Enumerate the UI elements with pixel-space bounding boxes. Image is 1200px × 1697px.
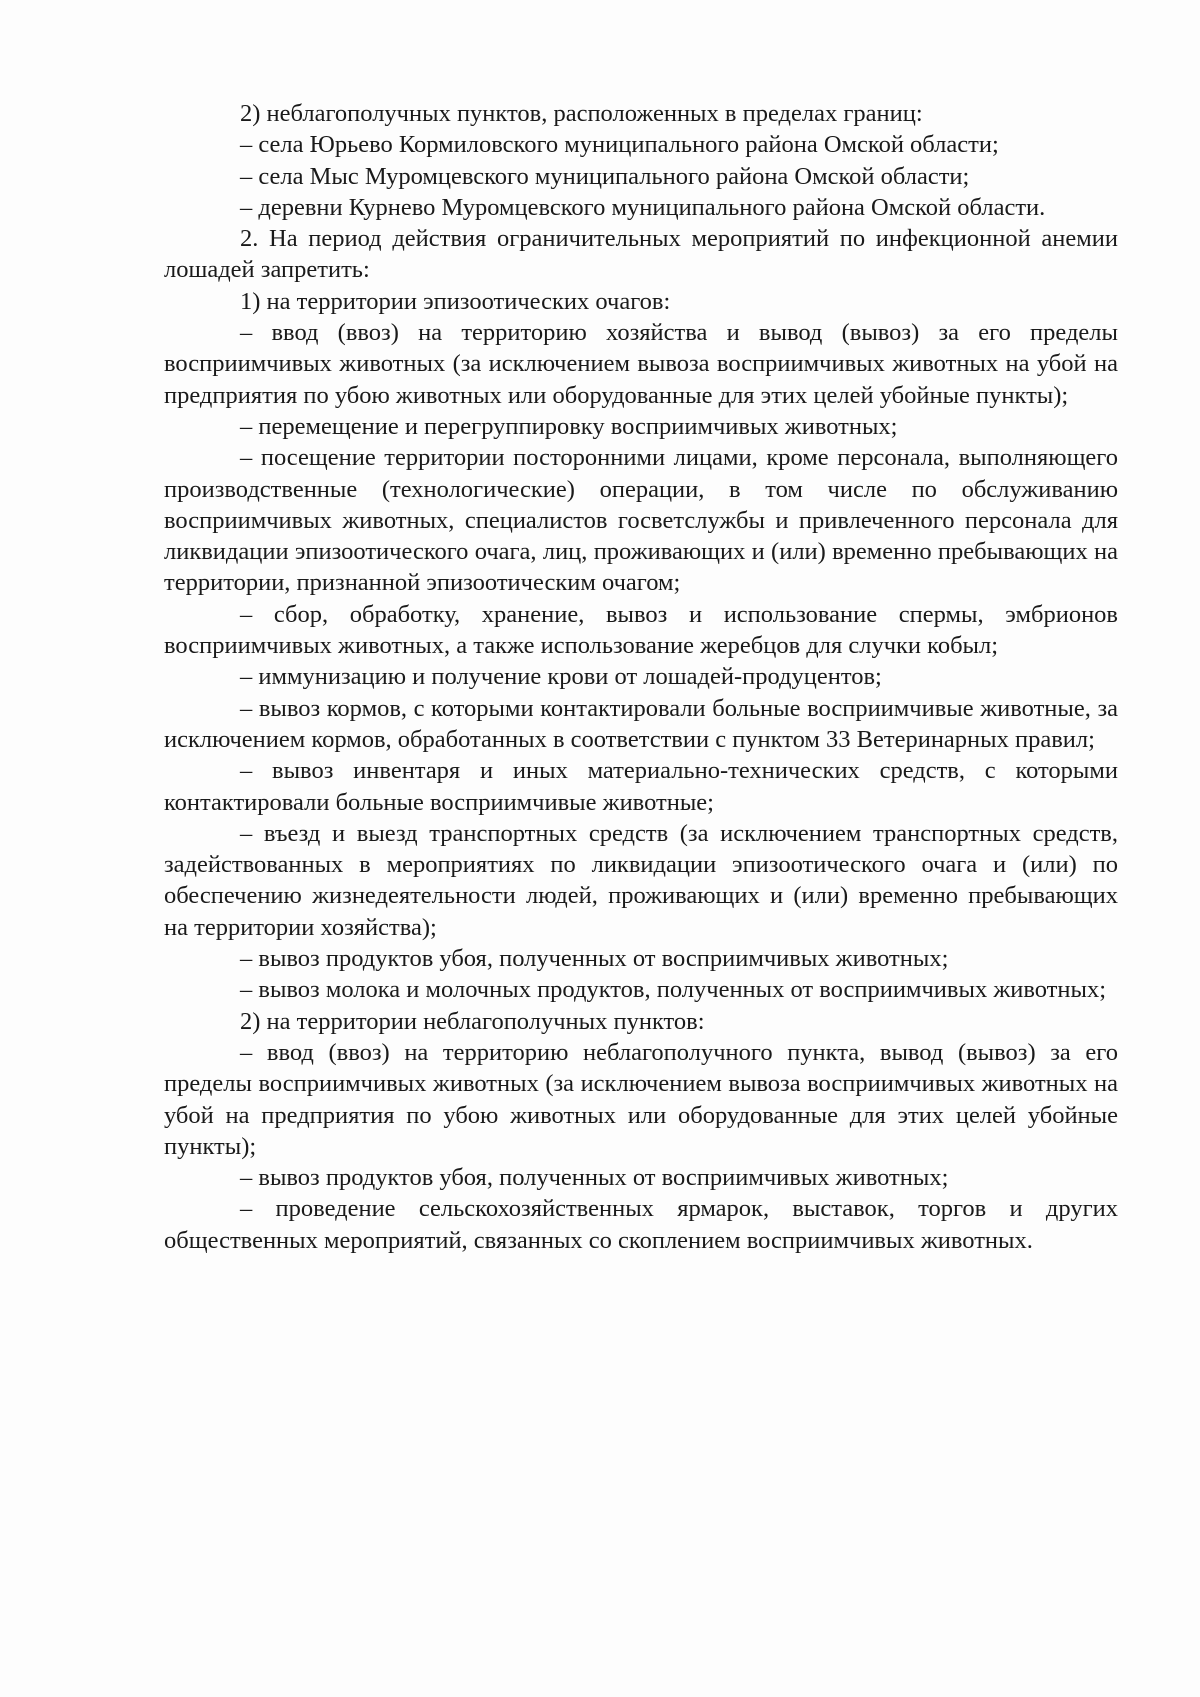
paragraph-points-fairs: – проведение сельскохозяйственных ярмарок, выставок, торгов и других общественных мероприятий, связанных со скоплением восприимчивых животных. [164,1195,1118,1254]
paragraph-foci-slaughter-products: – вывоз продуктов убоя, полученных от восприимчивых животных; [240,945,949,973]
paragraph-points-heading: 2) на территории неблагополучных пунктов: [240,1007,705,1035]
document-body [164,98,1118,1256]
paragraph-foci-feed: – вывоз кормов, с которыми контактировали больные восприимчивые животные, за исключением кормов, обработанных в соответствии с пунктом 33 Ветеринарных правил; [164,694,1118,753]
paragraph-foci-sperm: – сбор, обработку, хранение, вывоз и использование спермы, эмбрионов восприимчивых животных, а также использование жеребцов для случки кобыл; [164,600,1118,660]
paragraph-affected-points-heading: 2) неблагополучных пунктов, расположенных в пределах границ: [240,100,923,127]
paragraph-foci-heading: 1) на территории эпизоотических очагов: [240,287,671,315]
paragraph-foci-vehicles: – въезд и выезд транспортных средств (за исключением транспортных средств, задействованных в мероприятиях по ликвидации эпизоотического очага и (или) по обеспечению жизнедеятельности людей, проживающих и (или) временно пребывающих на территории хозяйства); [164,819,1118,941]
paragraph-points-slaughter-products: – вывоз продуктов убоя, полученных от восприимчивых животных; [240,1164,949,1192]
paragraph-foci-import-export: – ввод (ввоз) на территорию хозяйства и вывод (вывоз) за его пределы восприимчивых животных (за исключением вывоза восприимчивых животных на убой на предприятия по убою животных или оборудованные для этих целей убойные пункты); [164,319,1118,409]
paragraph-foci-milk: – вывоз молока и молочных продуктов, полученных от восприимчивых животных; [240,976,1107,1004]
paragraph-foci-visits: – посещение территории посторонними лицами, кроме персонала, выполняющего производственные (технологические) операции, в том числе по обслуживанию восприимчивых животных, специалистов госветслужбы и привлеченного персонала для ликвидации эпизоотического очага, лиц, проживающих и (или) временно пребывающих на территории, признанной эпизоотическим очагом; [164,444,1118,597]
paragraph-foci-inventory: – вывоз инвентаря и иных материально-технических средств, с которыми контактировали больные восприимчивые животные; [164,757,1118,816]
paragraph-mys: – села Мыс Муромцевского муниципального района Омской области; [240,162,970,190]
paragraph-foci-immunization: – иммунизацию и получение крови от лошадей-продуцентов; [240,663,882,691]
paragraph-kurnevo: – деревни Курнево Муромцевского муниципального района Омской области. [240,193,1046,221]
paragraph-points-import-export: – ввод (ввоз) на территорию неблагополучного пункта, вывод (вывоз) за его пределы восприимчивых животных (за исключением вывоза восприимчивых животных на убой на предприятия по убою животных или оборудованные для этих целей убойные пункты); [164,1038,1118,1160]
paragraph-yurievo: – села Юрьево Кормиловского муниципального района Омской области; [240,131,999,159]
paragraph-prohibition-intro: 2. На период действия ограничительных мероприятий по инфекционной анемии лошадей запретить: [164,225,1118,284]
paragraph-foci-regrouping: – перемещение и перегруппировку восприимчивых животных; [240,412,898,440]
